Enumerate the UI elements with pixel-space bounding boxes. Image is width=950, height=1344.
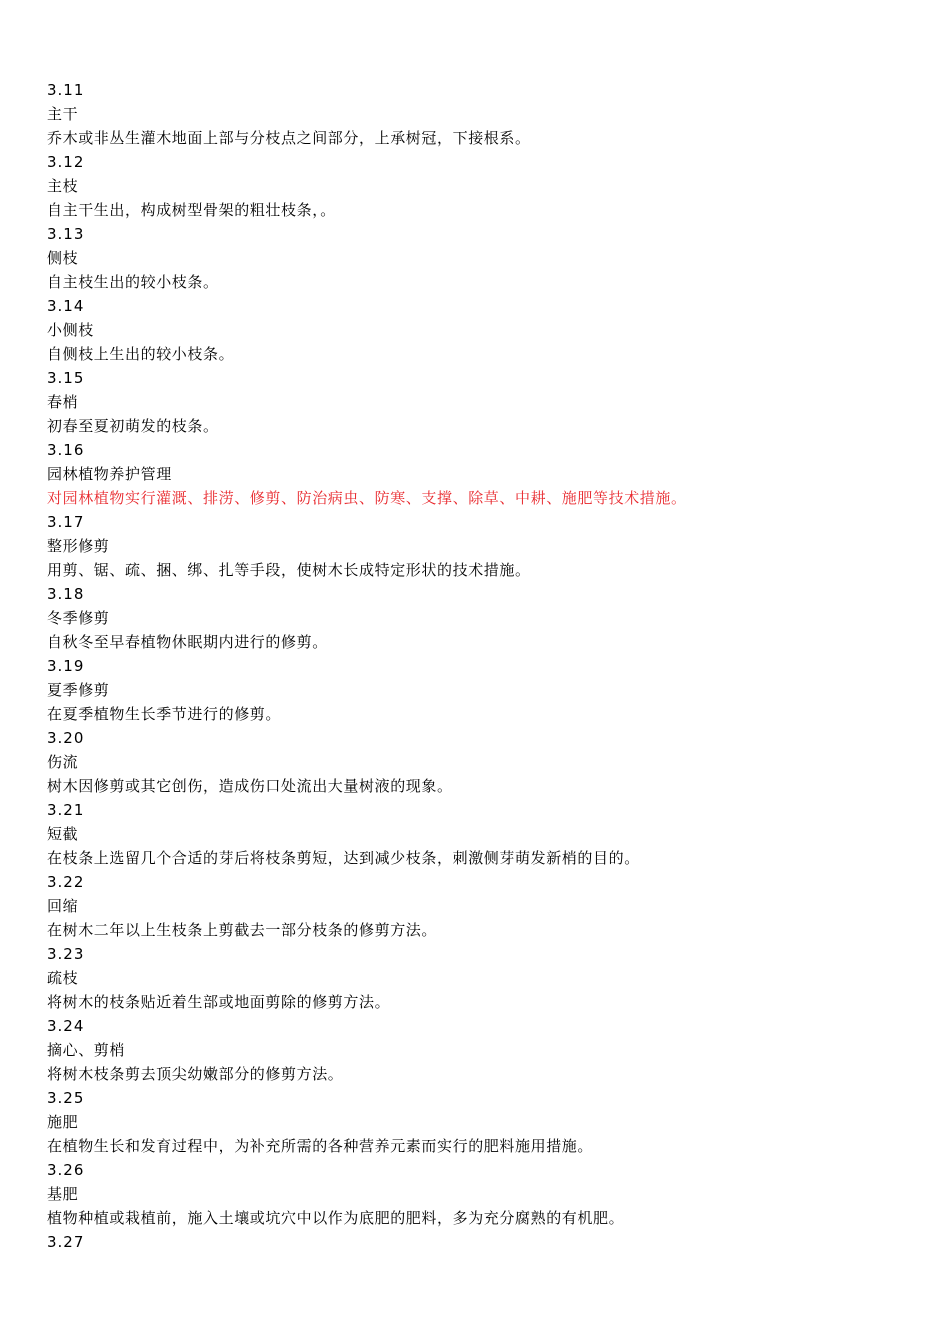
term-definition: 乔木或非丛生灌木地面上部与分枝点之间部分，上承树冠，下接根系。: [47, 129, 531, 147]
term-title: 春梢: [47, 393, 79, 411]
term-title: 整形修剪: [47, 537, 110, 555]
term-title: 夏季修剪: [47, 681, 110, 699]
clause-number: 3.21: [47, 801, 85, 819]
definition-entry: [47, 438, 907, 510]
term-title: 回缩: [47, 897, 79, 915]
term-definition: 自主干生出，构成树型骨架的粗壮枝条，。: [47, 201, 336, 219]
term-definition: 树木因修剪或其它创伤，造成伤口处流出大量树液的现象。: [47, 777, 453, 795]
definition-entry: [47, 78, 907, 150]
definition-entry: [47, 510, 907, 582]
term-definition: 初春至夏初萌发的枝条。: [47, 417, 219, 435]
term-title: 疏枝: [47, 969, 79, 987]
term-definition: 在树木二年以上生枝条上剪截去一部分枝条的修剪方法。: [47, 921, 438, 939]
clause-number: 3.11: [47, 81, 85, 99]
definition-entry: [47, 1014, 907, 1086]
clause-number: 3.23: [47, 945, 85, 963]
definition-entry: [47, 726, 907, 798]
term-definition: 在夏季植物生长季节进行的修剪。: [47, 705, 282, 723]
clause-number: 3.14: [47, 297, 85, 315]
term-definition: 将树木枝条剪去顶尖幼嫩部分的修剪方法。: [47, 1065, 344, 1083]
term-title: 摘心、剪梢: [47, 1041, 126, 1059]
definition-entry: [47, 654, 907, 726]
clause-number: 3.20: [47, 729, 85, 747]
term-title: 主枝: [47, 177, 79, 195]
clause-number: 3.26: [47, 1161, 85, 1179]
term-definition: 植物种植或栽植前，施入土壤或坑穴中以作为底肥的肥料，多为充分腐熟的有机肥。: [47, 1209, 625, 1227]
definition-entry: [47, 1086, 907, 1158]
term-definition-highlighted: 对园林植物实行灌溉、排涝、修剪、防治病虫、防寒、支撑、除草、中耕、施肥等技术措施。: [47, 489, 687, 507]
definition-entry: [47, 798, 907, 870]
term-title: 主干: [47, 105, 79, 123]
clause-number: 3.25: [47, 1089, 85, 1107]
clause-number: 3.24: [47, 1017, 85, 1035]
term-title: 冬季修剪: [47, 609, 110, 627]
clause-number: 3.19: [47, 657, 85, 675]
clause-number: 3.27: [47, 1233, 85, 1251]
definition-entry: [47, 366, 907, 438]
term-definition: 自侧枝上生出的较小枝条。: [47, 345, 235, 363]
term-title: 施肥: [47, 1113, 79, 1131]
clause-number: 3.16: [47, 441, 85, 459]
term-definition: 在植物生长和发育过程中，为补充所需的各种营养元素而实行的肥料施用措施。: [47, 1137, 594, 1155]
term-definition: 用剪、锯、疏、捆、绑、扎等手段，使树木长成特定形状的技术措施。: [47, 561, 531, 579]
term-definition: 自主枝生出的较小枝条。: [47, 273, 219, 291]
clause-number: 3.12: [47, 153, 85, 171]
term-definition: 自秋冬至早春植物休眠期内进行的修剪。: [47, 633, 328, 651]
definition-entry: [47, 942, 907, 1014]
definition-entry: [47, 294, 907, 366]
definition-entry: [47, 582, 907, 654]
definition-entry: [47, 222, 907, 294]
term-title: 小侧枝: [47, 321, 94, 339]
definition-entry: [47, 870, 907, 942]
term-title: 基肥: [47, 1185, 79, 1203]
term-definition: 在枝条上选留几个合适的芽后将枝条剪短，达到减少枝条，刺激侧芽萌发新梢的目的。: [47, 849, 640, 867]
term-title: 侧枝: [47, 249, 79, 267]
term-title: 园林植物养护管理: [47, 465, 172, 483]
term-title: 短截: [47, 825, 79, 843]
clause-number: 3.17: [47, 513, 85, 531]
term-title: 伤流: [47, 753, 79, 771]
clause-number: 3.22: [47, 873, 85, 891]
document-body: [47, 78, 907, 1254]
clause-number: 3.13: [47, 225, 85, 243]
clause-number: 3.18: [47, 585, 85, 603]
clause-number: 3.15: [47, 369, 85, 387]
term-definition: 将树木的枝条贴近着生部或地面剪除的修剪方法。: [47, 993, 391, 1011]
definition-entry: [47, 150, 907, 222]
definition-entry: [47, 1158, 907, 1230]
